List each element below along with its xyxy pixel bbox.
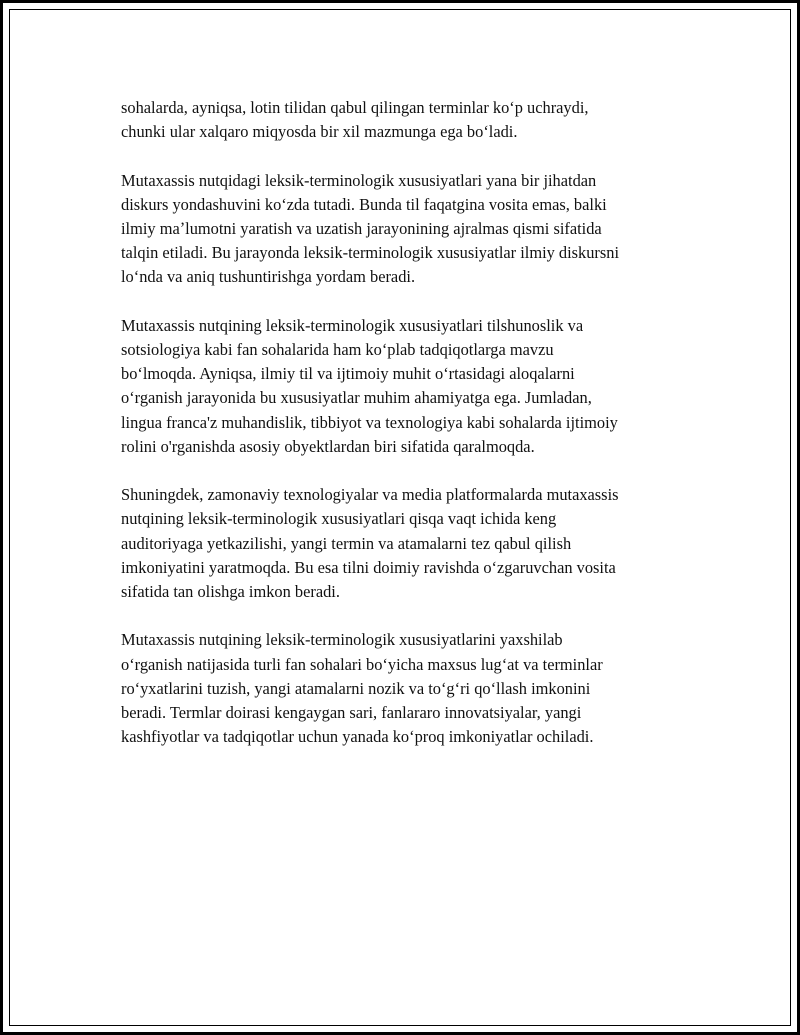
paragraph-5 <box>121 628 691 749</box>
text-line: rolini o'rganishda asosiy obyektlardan biri sifatida qaralmoqda. <box>121 436 535 456</box>
text-line: Mutaxassis nutqining leksik-terminologik xususiyatlarini yaxshilab <box>121 630 563 650</box>
document-body <box>121 96 691 774</box>
text-line: Mutaxassis nutqidagi leksik-terminologik xususiyatlari yana bir jihatdan <box>121 170 597 190</box>
text-line: lingua franca'z muhandislik, tibbiyot va texnologiya kabi sohalarda ijtimoiy <box>121 412 618 432</box>
text-line: sotsiologiya kabi fan sohalarida ham koʻplab tadqiqotlarga mavzu <box>121 340 554 359</box>
text-line: oʻrganish natijasida turli fan sohalari boʻyicha maxsus lugʻat va terminlar <box>121 654 603 674</box>
text-line: boʻlmoqda. Ayniqsa, ilmiy til va ijtimoiy muhit oʻrtasidagi aloqalarni <box>121 364 575 384</box>
text-line: nutqining leksik-terminologik xususiyatlari qisqa vaqt ichida keng <box>121 509 557 529</box>
text-line: kashfiyotlar va tadqiqotlar uchun yanada koʻproq imkoniyatlar ochiladi. <box>121 727 594 747</box>
text-line: beradi. Termlar doirasi kengaygan sari, fanlararo innovatsiyalar, yangi <box>121 703 582 723</box>
paragraph-3 <box>121 314 691 459</box>
text-line: imkoniyatini yaratmoqda. Bu esa tilni doimiy ravishda oʻzgaruvchan vosita <box>121 557 616 577</box>
text-line: sifatida tan olishga imkon beradi. <box>121 582 340 602</box>
text-line: roʻyxatlarini tuzish, yangi atamalarni nozik va toʻgʻri qoʻllash imkonini <box>121 678 591 698</box>
paragraph-1 <box>121 96 691 144</box>
text-line: loʻnda va aniq tushuntirishga yordam beradi. <box>121 267 416 287</box>
text-line: chunki ular xalqaro miqyosda bir xil mazmunga ega boʻladi. <box>121 122 518 142</box>
text-line: Shuningdek, zamonaviy texnologiyalar va media platformalarda mutaxassis <box>121 485 619 505</box>
text-line: sohalarda, ayniqsa, lotin tilidan qabul qilingan terminlar koʻp uchraydi, <box>121 98 589 117</box>
text-line: auditoriyaga yetkazilishi, yangi termin va atamalarni tez qabul qilish <box>121 533 572 553</box>
paragraph-2 <box>121 169 691 290</box>
text-line: talqin etiladi. Bu jarayonda leksik-terminologik xususiyatlar ilmiy diskursni <box>121 243 620 263</box>
paragraph-4 <box>121 483 691 604</box>
text-line: oʻrganish jarayonida bu xususiyatlar muhim ahamiyatga ega. Jumladan, <box>121 388 592 408</box>
text-line: ilmiy maʼlumotni yaratish va uzatish jarayonining ajralmas qismi sifatida <box>121 219 602 238</box>
text-line: diskurs yondashuvini koʻzda tutadi. Bunda til faqatgina vosita emas, balki <box>121 194 607 214</box>
text-line: Mutaxassis nutqining leksik-terminologik xususiyatlari tilshunoslik va <box>121 315 584 335</box>
